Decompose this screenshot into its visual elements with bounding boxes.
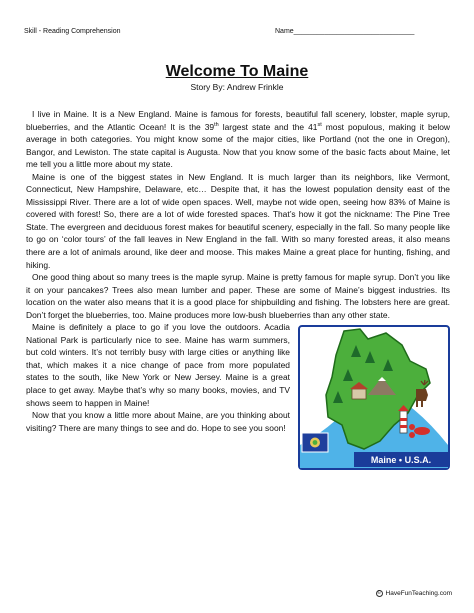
story-body — [26, 108, 450, 472]
skill-label: Skill - Reading Comprehension — [24, 28, 121, 35]
story-title: Welcome To Maine — [165, 63, 309, 80]
map-caption: Maine • U.S.A. — [370, 455, 432, 466]
footer — [376, 590, 452, 597]
maine-map-svg — [298, 325, 450, 470]
maine-map-illustration — [298, 325, 450, 470]
paragraph-5: Now that you know a little more about Maine, are you thinking about visiting? There are many things to see and do. Hope to see you soon! — [26, 410, 290, 433]
paragraph-1: I live in Maine. It is a New England. Maine is famous for forests, beautiful fall scenery, lobster, maple syrup, blueberries, and the Atlantic Ocean! It is the 39th largest state and the 41st most populous, making it below average in both categories. You might know some of the major cities, like Portland (not the one in Oregon), Bangor, and Lewiston. The state capital is Augusta. Now that you know some of the basic facts about Maine, let me tell you a little more about my state. — [26, 109, 451, 170]
copyright-icon: © — [377, 590, 381, 596]
paragraph-4: Maine is definitely a place to go if you love the outdoors. Acadia National Park is particularly nice to see. Maine has warm summers, but cold winters. It’s not terribly busy with large cities or anything like that, which makes it a nice change of pace from more populated states to the south, like New York or New Jersey. Maine is a great place to get away. Maybe that’s why so many books, movies, and TV shows seem to happen in Maine! — [26, 322, 290, 408]
footer-site[interactable]: HaveFunTeaching.com — [385, 590, 452, 597]
name-field[interactable]: Name_______________________________ — [275, 28, 415, 35]
paragraph-2: Maine is one of the biggest states in New England. It is much larger than its neighbors, like Vermont, Connecticut, New Hampshire, Delaware, etc… Despite that, it has the lowest population density east of the Mississippi River. There are a lot of wide open spaces. Well, maybe not wide open, seeing how 83% of Maine is covered with forest! So, there are a lot of wide forested spaces. That’s how it got the nickname: The Pine Tree State. The evergreen and deciduous forest makes for beautiful scenery, especially in the fall. So many people like to go on ‘color tours’ of the fall leaves in New England in the fall. With so many forested areas, it also means there are a lot of animals around, like deer and moose. This makes Maine a great place for hunting, fishing, and hiking. — [26, 171, 450, 270]
paragraph-3: One good thing about so many trees is the maple syrup. Maine is pretty famous for maple syrup. Don’t you like it on your pancakes? Trees also mean lumber and paper. These are some of Maine’s biggest industries. Its location on the water also means that it is a good place for shipbuilding and fishing. The lobsters here are great. Don’t forget the blueberries, too. Maine produces more low-bush blueberries than any other state. — [26, 272, 450, 320]
story-byline: Story By: Andrew Frinkle — [190, 82, 284, 92]
